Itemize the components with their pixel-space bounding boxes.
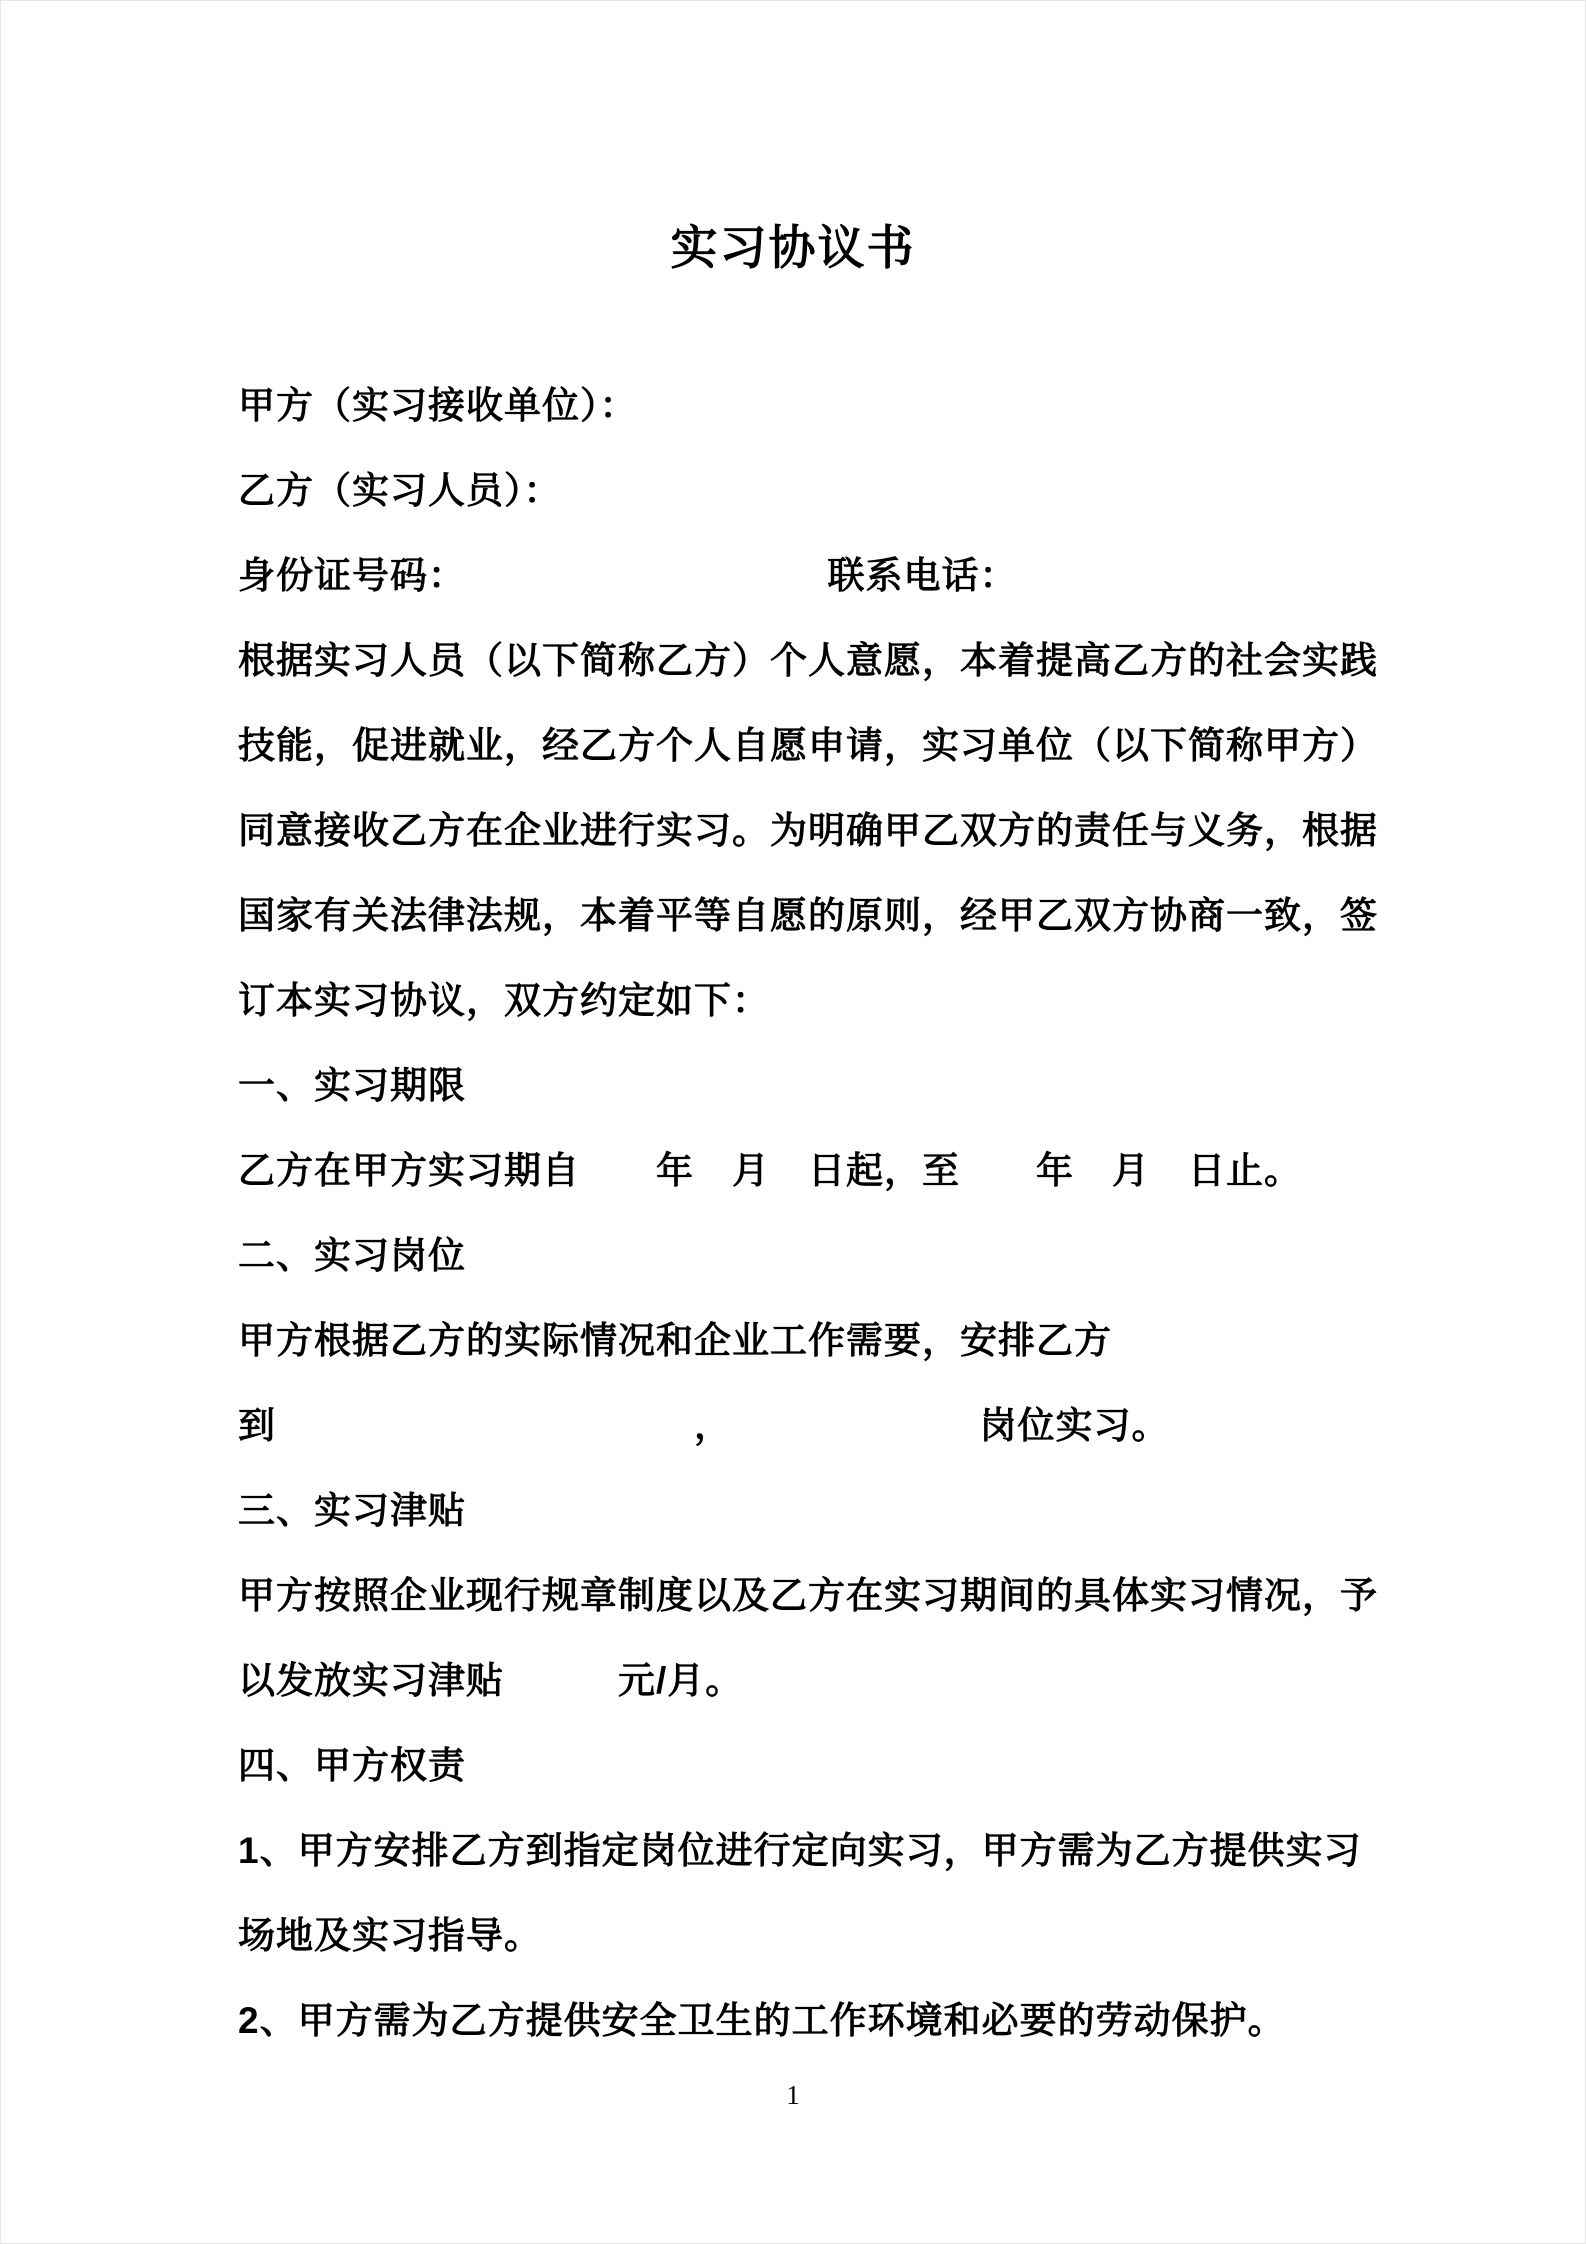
line-allowance-2: 以发放实习津贴 元/月。 — [238, 1660, 744, 1701]
line-preamble-4: 国家有关法律法规，本着平等自愿的原则，经甲乙双方协商一致，签 — [238, 895, 1378, 936]
document-title: 实习协议书 — [670, 221, 916, 275]
line-preamble-3: 同意接收乙方在企业进行实习。为明确甲乙双方的责任与义务，根据 — [238, 810, 1378, 851]
line-preamble-5: 订本实习协议，双方约定如下： — [238, 980, 770, 1021]
line-allowance-1: 甲方按照企业现行规章制度以及乙方在实习期间的具体实习情况，予 — [238, 1575, 1378, 1616]
section-1-heading: 一、实习期限 — [238, 1065, 466, 1106]
document-body — [238, 363, 1378, 2063]
page-number: 1 — [786, 2080, 800, 2110]
line-duty-2: 2、甲方需为乙方提供安全卫生的工作环境和必要的劳动保护。 — [238, 2000, 1286, 2041]
line-preamble-1: 根据实习人员（以下简称乙方）个人意愿，本着提高乙方的社会实践 — [238, 640, 1378, 681]
section-4-heading: 四、甲方权责 — [238, 1745, 466, 1786]
line-position-2: 到 ， 岗位实习。 — [238, 1405, 1170, 1446]
line-id-and-phone: 身份证号码： 联系电话： — [238, 555, 1018, 596]
line-duty-1b: 场地及实习指导。 — [238, 1915, 542, 1956]
line-internship-period: 乙方在甲方实习期自 年 月 日起，至 年 月 日止。 — [238, 1150, 1302, 1191]
section-3-heading: 三、实习津贴 — [238, 1490, 466, 1531]
line-position-1: 甲方根据乙方的实际情况和企业工作需要，安排乙方 — [238, 1320, 1112, 1361]
line-party-a: 甲方（实习接收单位）： — [238, 385, 638, 426]
line-duty-1a: 1、甲方安排乙方到指定岗位进行定向实习，甲方需为乙方提供实习 — [238, 1830, 1362, 1871]
line-preamble-2: 技能，促进就业，经乙方个人自愿申请，实习单位（以下简称甲方） — [238, 725, 1378, 766]
line-party-b: 乙方（实习人员）： — [238, 470, 562, 511]
section-2-heading: 二、实习岗位 — [238, 1235, 466, 1276]
